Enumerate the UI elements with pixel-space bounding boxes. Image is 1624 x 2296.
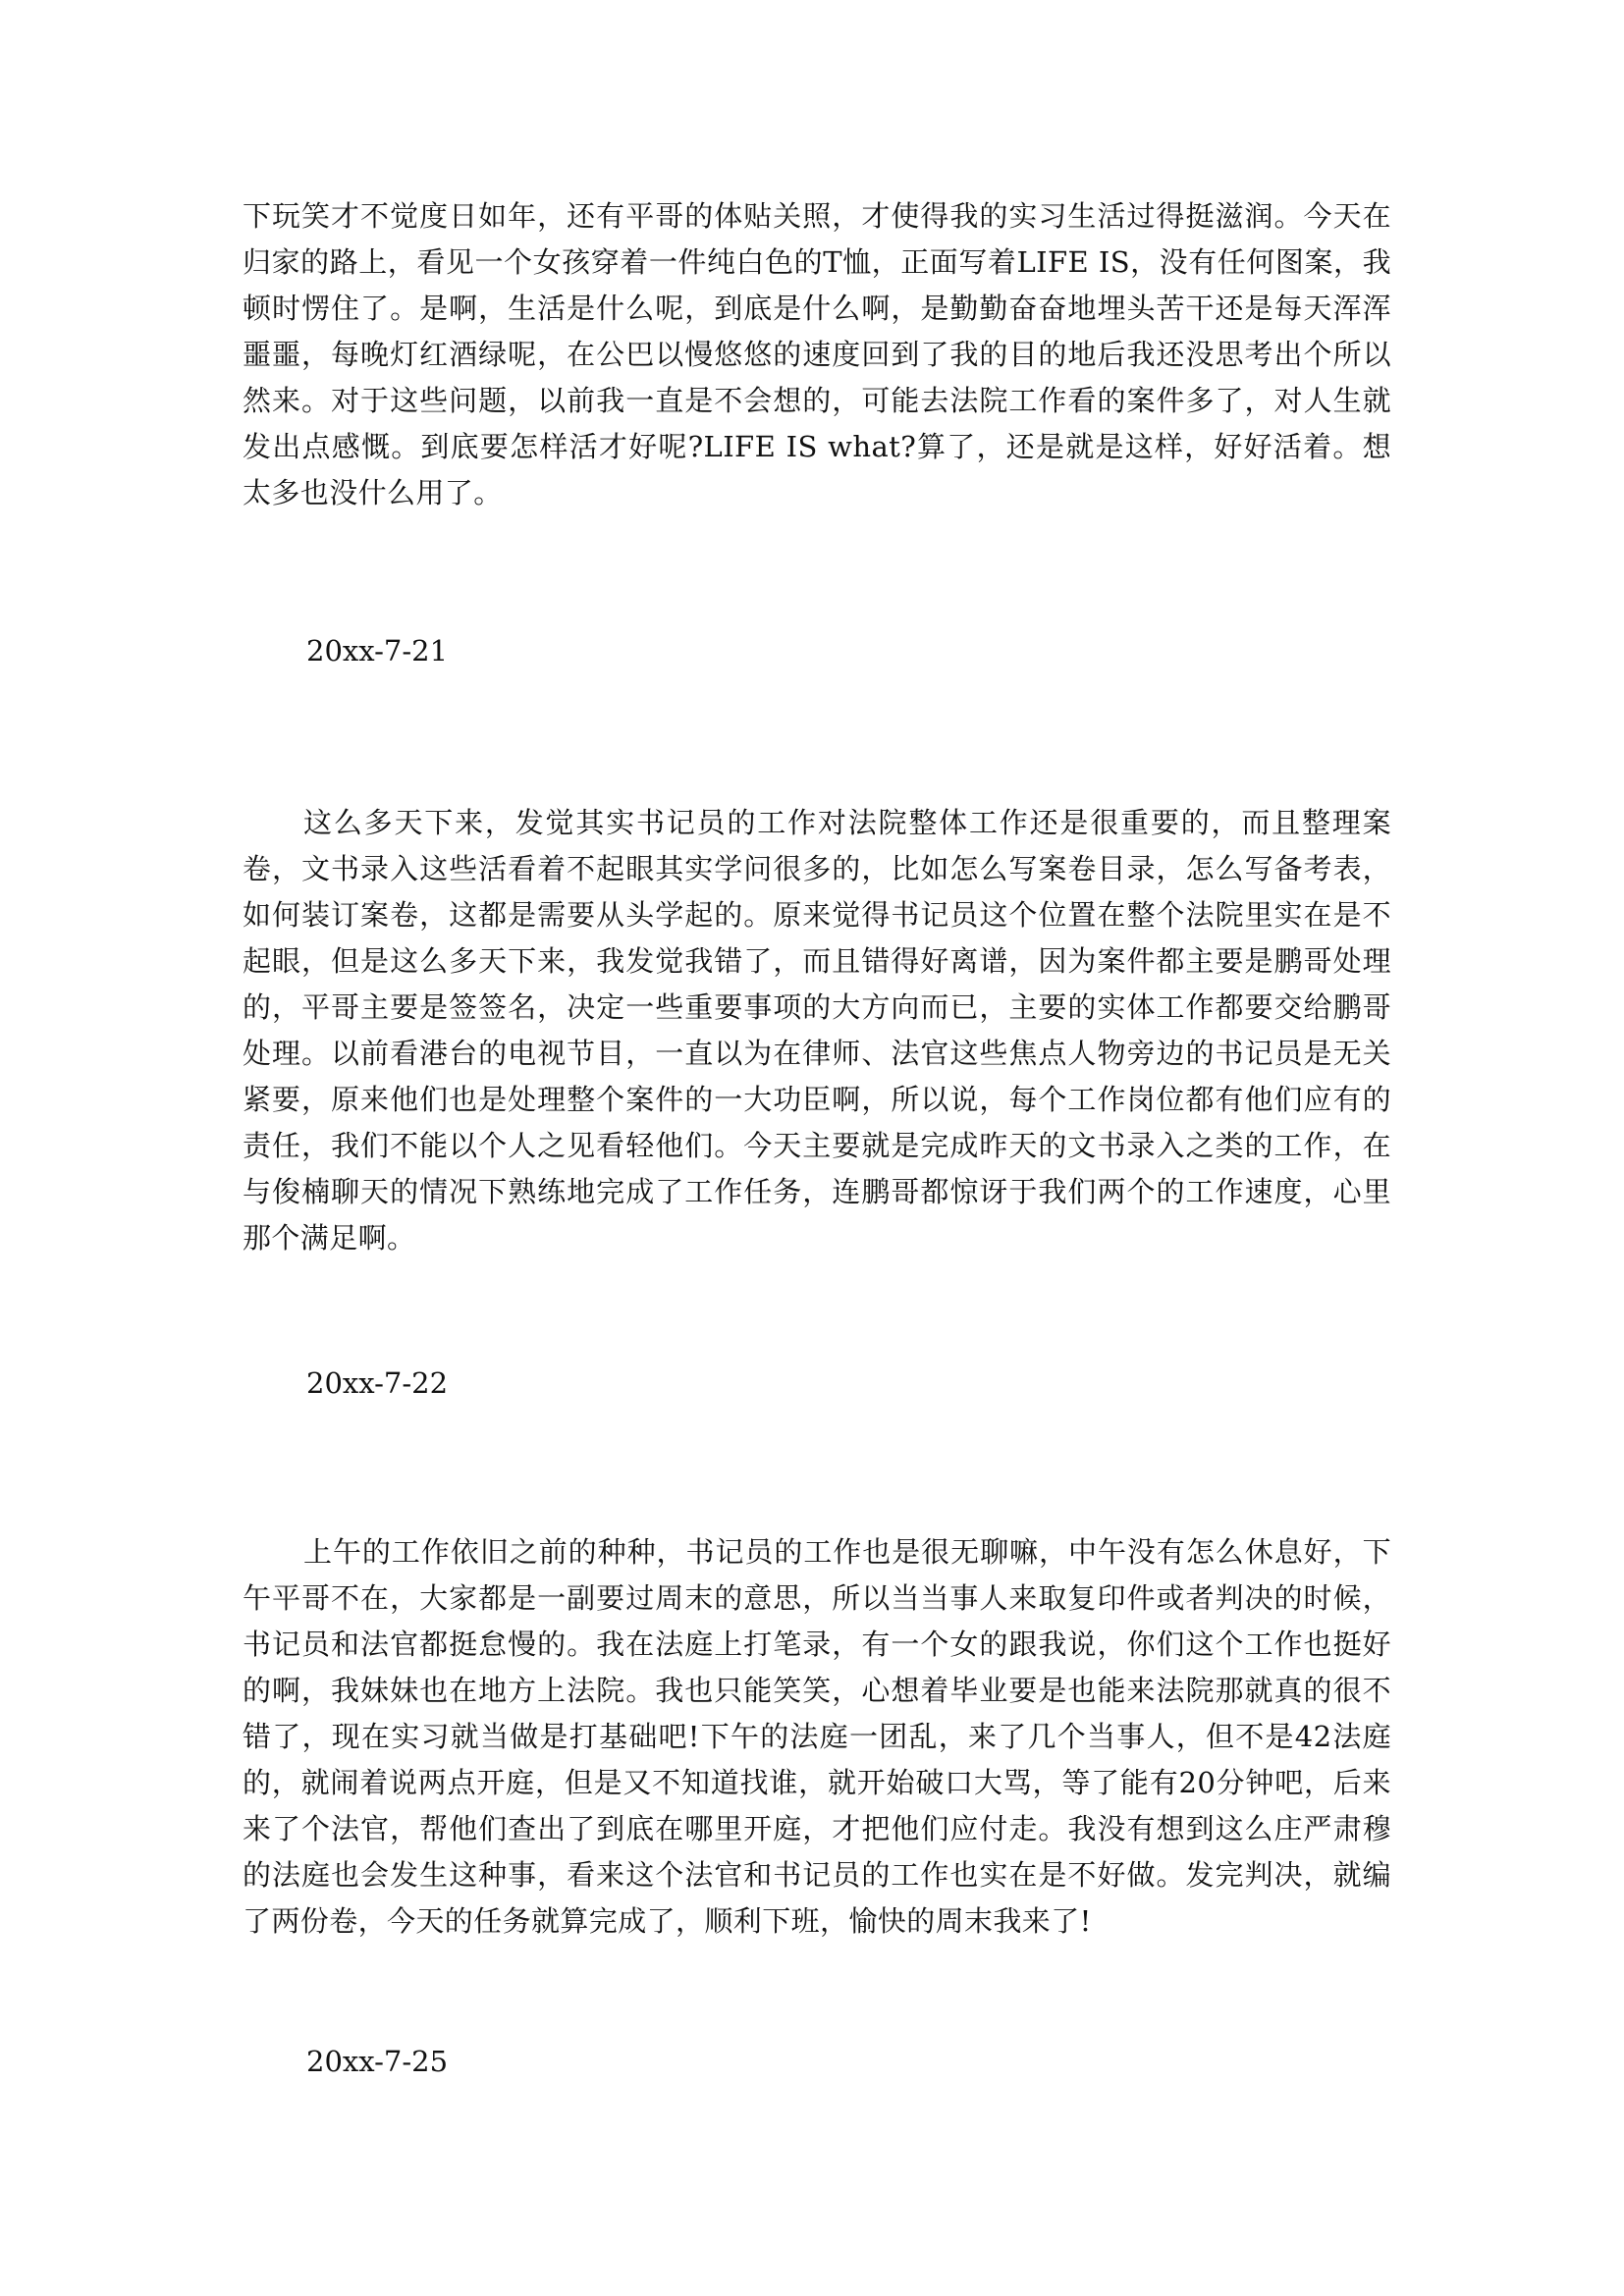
diary-paragraph-2: 这么多天下来，发觉其实书记员的工作对法院整体工作还是很重要的，而且整理案卷，文书录入这些活看着不起眼其实学问很多的，比如怎么写案卷目录，怎么写备考表，如何装订案卷，这都是需要从头学起的。原来觉得书记员这个位置在整个法院里实在是不起眼，但是这么多天下来，我发觉我错了，而且错得好离谱，因为案件都主要是鹏哥处理的，平哥主要是签签名，决定一些重要事项的大方向而已，主要的实体工作都要交给鹏哥处理。以前看港台的电视节目，一直以为在律师、法官这些焦点人物旁边的书记员是无关紧要，原来他们也是处理整个案件的一大功臣啊，所以说，每个工作岗位都有他们应有的责任，我们不能以个人之见看轻他们。今天主要就是完成昨天的文书录入之类的工作，在与俊楠聊天的情况下熟练地完成了工作任务，连鹏哥都惊讶于我们两个的工作速度，心里那个满足啊。	[243, 806, 1391, 1255]
entry-date-2: 20xx-7-22	[306, 1366, 449, 1400]
diary-paragraph-3: 上午的工作依旧之前的种种，书记员的工作也是很无聊嘛，中午没有怎么休息好，下午平哥不在，大家都是一副要过周末的意思，所以当当事人来取复印件或者判决的时候，书记员和法官都挺怠慢的。我在法庭上打笔录，有一个女的跟我说，你们这个工作也挺好的啊，我妹妹也在地方上法院。我也只能笑笑，心想着毕业要是也能来法院那就真的很不错了，现在实习就当做是打基础吧!下午的法庭一团乱，来了几个当事人，但不是42法庭的，就闹着说两点开庭，但是又不知道找谁，就开始破口大骂，等了能有20分钟吧，后来来了个法官，帮他们查出了到底在哪里开庭，才把他们应付走。我没有想到这么庄严肃穆的法庭也会发生这种事，看来这个法官和书记员的工作也实在是不好做。发完判决，就编了两份卷，今天的任务就算完成了，顺利下班，愉快的周末我来了!	[243, 1535, 1391, 1938]
entry-date-3: 20xx-7-25	[306, 2045, 449, 2078]
entry-date-1: 20xx-7-21	[306, 634, 449, 667]
diary-paragraph-1: 下玩笑才不觉度日如年，还有平哥的体贴关照，才使得我的实习生活过得挺滋润。今天在归家的路上，看见一个女孩穿着一件纯白色的T恤，正面写着LIFE IS，没有任何图案，我顿时愣住了。是啊，生活是什么呢，到底是什么啊，是勤勤奋奋地埋头苦干还是每天浑浑噩噩，每晚灯红酒绿呢，在公巴以慢悠悠的速度回到了我的目的地后我还没思考出个所以然来。对于这些问题，以前我一直是不会想的，可能去法院工作看的案件多了，对人生就发出点感慨。到底要怎样活才好呢?LIFE IS what?算了，还是就是这样，好好活着。想太多也没什么用了。	[243, 199, 1391, 509]
